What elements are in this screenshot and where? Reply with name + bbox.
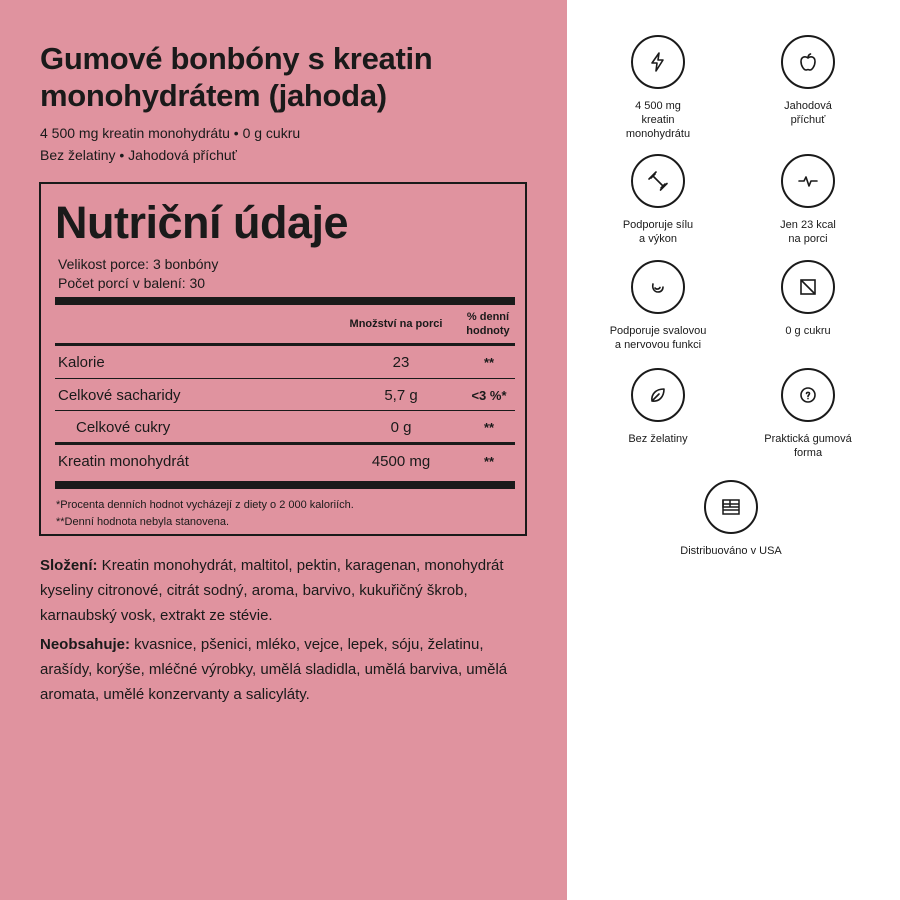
feature-label: Bez želatiny — [628, 433, 688, 445]
header-divider — [55, 343, 515, 346]
nutrition-facts-box — [39, 182, 527, 536]
feature-label: Podporuje sílu a výkon — [622, 219, 694, 245]
row-amount-calories: 23 — [392, 354, 410, 371]
muscle-icon — [646, 275, 670, 299]
feature-label: Distribuováno v USA — [680, 545, 782, 557]
row-label-sugars: Celkové cukry — [76, 419, 171, 436]
row-label-carbohydrates: Celkové sacharidy — [58, 387, 181, 404]
column-header-daily-value: % denní hodnoty — [466, 311, 510, 337]
row-amount-sugars: 0 g — [390, 419, 412, 436]
feature-strength — [593, 154, 723, 246]
feature-label: Podporuje svalovou a nervovou funkci — [609, 325, 707, 351]
row-amount-creatine: 4500 mg — [371, 453, 431, 470]
row-dv-sugars: ** — [483, 420, 495, 435]
no-sugar-icon — [796, 275, 820, 299]
feature-label: 0 g cukru — [785, 325, 831, 337]
row-dv-calories: ** — [483, 355, 495, 370]
feature-no-sugar — [743, 260, 873, 338]
row-divider — [55, 410, 515, 411]
row-divider — [55, 378, 515, 379]
dumbbell-icon — [646, 169, 670, 193]
apple-icon — [796, 50, 820, 74]
pulse-icon — [796, 169, 820, 193]
feature-gelatin-free — [593, 368, 723, 446]
serving-size: Velikost porce: 3 bonbóny — [58, 256, 219, 272]
feature-flavor — [743, 35, 873, 127]
feature-gummy-form — [743, 368, 873, 460]
feature-label: Jen 23 kcal na porci — [780, 219, 836, 245]
feature-label: Jahodová příchuť — [784, 100, 832, 126]
nutrition-heading: Nutriční údaje — [55, 197, 349, 248]
ingredients — [40, 553, 530, 628]
column-header-amount: Množství na porci — [349, 318, 443, 330]
free-from — [40, 632, 530, 707]
footnote-not-established: **Denní hodnota nebyla stanovena. — [56, 516, 230, 528]
flag-icon — [719, 495, 743, 519]
row-divider — [55, 442, 515, 445]
features-panel — [567, 0, 900, 900]
row-label-calories: Kalorie — [58, 354, 105, 371]
free-from-text: kvasnice, pšenici, mléko, vejce, lepek, sóju, želatinu, arašídy, korýše, mléčné výrobky, umělá sladidla, umělá barviva, umělá aromata, umělé konzervanty a salicyláty. — [40, 636, 508, 703]
gummy-icon — [796, 383, 820, 407]
feature-muscle — [593, 260, 723, 352]
feature-label: 4 500 mg kreatin monohydrátu — [625, 100, 691, 140]
footnote-daily-value: *Procenta denních hodnot vycházejí z diety o 2 000 kaloriích. — [56, 499, 354, 511]
product-title: Gumové bonbóny s kreatin monohydrátem (jahoda) — [40, 41, 433, 113]
feature-calories — [743, 154, 873, 246]
thick-divider — [55, 481, 515, 489]
feature-distributed-usa — [666, 480, 796, 558]
lightning-icon — [646, 50, 670, 74]
feature-creatine — [593, 35, 723, 141]
leaf-icon — [646, 383, 670, 407]
product-subtitle-2: Bez želatiny • Jahodová příchuť — [40, 147, 237, 163]
ingredients-text: Kreatin monohydrát, maltitol, pektin, karagenan, monohydrát kyseliny citronové, citrát sodný, aroma, barvivo, kukuřičný škrob, karnaubský vosk, extrakt ze stévie. — [40, 557, 504, 624]
free-from-label: Neobsahuje: — [40, 636, 131, 653]
row-dv-creatine: ** — [483, 454, 495, 469]
product-subtitle-1: 4 500 mg kreatin monohydrátu • 0 g cukru — [40, 125, 301, 141]
row-dv-carbohydrates: <3 %* — [471, 388, 507, 403]
thick-divider — [55, 297, 515, 305]
feature-label: Praktická gumová forma — [764, 433, 852, 459]
ingredients-label: Složení: — [40, 557, 98, 574]
servings-per-container: Počet porcí v balení: 30 — [58, 275, 206, 291]
row-label-creatine: Kreatin monohydrát — [58, 453, 189, 470]
row-amount-carbohydrates: 5,7 g — [384, 387, 418, 404]
